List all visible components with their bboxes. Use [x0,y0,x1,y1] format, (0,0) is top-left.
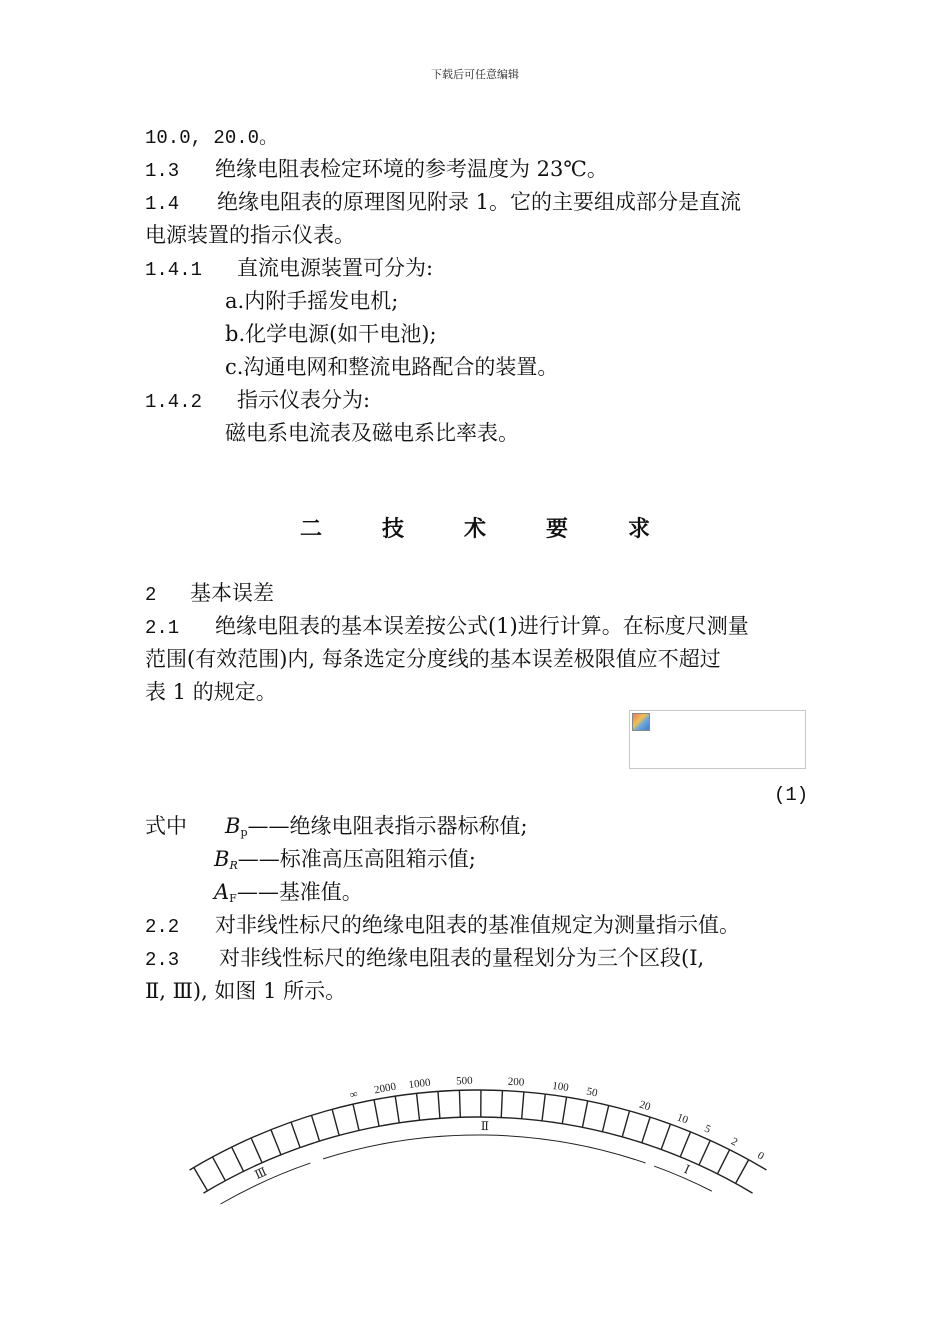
clause-number: 2.2 [145,916,180,938]
list-item-a: a.内附手摇发电机; [225,289,399,313]
clause-number: 2 [145,584,157,606]
scale-label: 5 [702,1122,713,1136]
meter-types: 磁电系电流表及磁电系比率表。 [225,421,519,445]
clause-1-4-2 [145,387,370,415]
symbol: B [225,814,241,838]
scale-tick [438,1091,440,1118]
scale-arc-inner [203,1117,752,1193]
scale-tick [622,1111,629,1137]
scale-tick [602,1105,608,1131]
equation-number [774,780,808,808]
section-title-char: 技 [381,516,434,542]
line-values [145,123,278,151]
scale-label: 200 [507,1075,525,1089]
scale-tick [291,1122,300,1147]
list-item-c: c.沟通电网和整流电路配合的装置。 [225,355,559,379]
segment-label: Ⅱ [480,1118,490,1134]
symbol: B [214,847,230,871]
scale-label: 1000 [407,1076,432,1092]
clause-2-1-line3: 表 1 的规定。 [145,680,277,704]
scale-tick [213,1157,226,1181]
scale-tick [680,1132,690,1157]
symbol-subscript: R [229,859,238,872]
clause-number: 1.4.2 [145,391,203,413]
where-label: 式中 [145,814,187,838]
definition-text: ——基准值。 [236,880,363,904]
scale-tick [353,1104,359,1130]
scale-label: 500 [455,1074,473,1088]
clause-text: 绝缘电阻表的原理图见附录 1。它的主要组成部分是直流 [217,190,742,214]
clause-number: 1.4 [145,193,180,215]
clause-text: 绝缘电阻表的基本误差按公式(1)进行计算。在标度尺测量 [215,614,749,638]
scale-tick [459,1090,460,1117]
scale-label: ∞ [348,1087,359,1102]
clause-1-4-1 [145,255,433,283]
symbol-subscript: F [229,892,237,905]
clause-number: 1.4.1 [145,259,203,281]
scale-tick [311,1115,319,1141]
clause-text: 基本误差 [190,581,274,605]
scale-tick [374,1100,379,1127]
scale-tick [395,1096,399,1123]
section-title [0,512,950,543]
list-item-b: b.化学电源(如干电池); [225,322,437,346]
clause-2-3 [145,945,704,973]
segment-bracket [221,1163,311,1204]
clause-text: 对非线性标尺的绝缘电阻表的量程划分为三个区段(Ⅰ, [219,946,705,970]
clause-text: 指示仪表分为: [237,388,371,412]
clause-text: 直流电源装置可分为: [237,256,434,280]
clause-1-3 [145,156,608,184]
scale-tick [642,1117,650,1143]
formula-image-placeholder [629,710,806,769]
clause-text: 对非线性标尺的绝缘电阻表的基准值规定为测量指示值。 [215,913,740,937]
clause-1-4 [145,189,741,217]
scale-tick [717,1150,729,1174]
clause-2-1 [145,613,749,641]
scale-tick [501,1091,502,1118]
clause-number: 2.3 [145,949,180,971]
clause-2-1-line2: 范围(有效范围)内, 每条选定分度线的基本误差极限值应不超过 [145,647,721,671]
scale-tick [194,1167,208,1190]
scale-tick [582,1101,587,1127]
broken-image-icon [632,713,650,731]
section-title-char: 二 [299,516,352,542]
segment-bracket [654,1166,712,1191]
scale-tick [332,1109,339,1135]
scale-tick [271,1130,281,1155]
segment-bracket [323,1135,646,1163]
definition-text: ——绝缘电阻表指示器标称值; [247,814,528,838]
scale-tick [661,1124,670,1149]
scale-figure [0,1040,950,1290]
clause-number: 1.3 [145,160,180,182]
scale-tick [736,1160,749,1184]
values-text: 10.0, 20.0。 [145,127,279,149]
segment-label: Ⅰ [681,1162,692,1177]
clause-number: 2.1 [145,617,180,639]
scale-label: 100 [551,1079,570,1094]
scale-label: 2000 [373,1080,398,1097]
section-title-char: 术 [463,516,516,542]
segment-label: Ⅲ [252,1164,269,1182]
scale-tick [232,1147,244,1171]
scale-label: 20 [637,1098,652,1114]
definition-1 [145,813,528,846]
symbol: A [214,880,230,904]
scale-tick [542,1094,545,1121]
scale-tick [251,1138,262,1163]
section-title-char: 求 [628,516,681,542]
section-title-char: 要 [546,516,599,542]
clause-2 [145,580,274,608]
scale-tick [522,1092,524,1119]
scale-label: 10 [675,1111,690,1127]
page-header-note: 下载后可任意编辑 [431,68,519,81]
definition-3 [214,879,363,912]
scale-tick [699,1140,710,1165]
clause-text: 绝缘电阻表检定环境的参考温度为 23℃。 [215,157,608,181]
scale-label: 0 [755,1149,766,1163]
clause-2-2 [145,912,740,940]
definition-text: ——标准高压高阻箱示值; [237,847,476,871]
equation-number-text: (1) [774,784,809,806]
clause-2-3-line2: Ⅱ, Ⅲ), 如图 1 所示。 [145,979,347,1003]
definition-2 [214,846,476,879]
clause-1-4-cont: 电源装置的指示仪表。 [145,223,355,247]
scale-label: 2 [729,1135,740,1149]
scale-label: 50 [585,1085,599,1100]
scale-tick [562,1097,566,1124]
symbol-subscript: p [240,826,248,839]
scale-tick [417,1093,420,1120]
